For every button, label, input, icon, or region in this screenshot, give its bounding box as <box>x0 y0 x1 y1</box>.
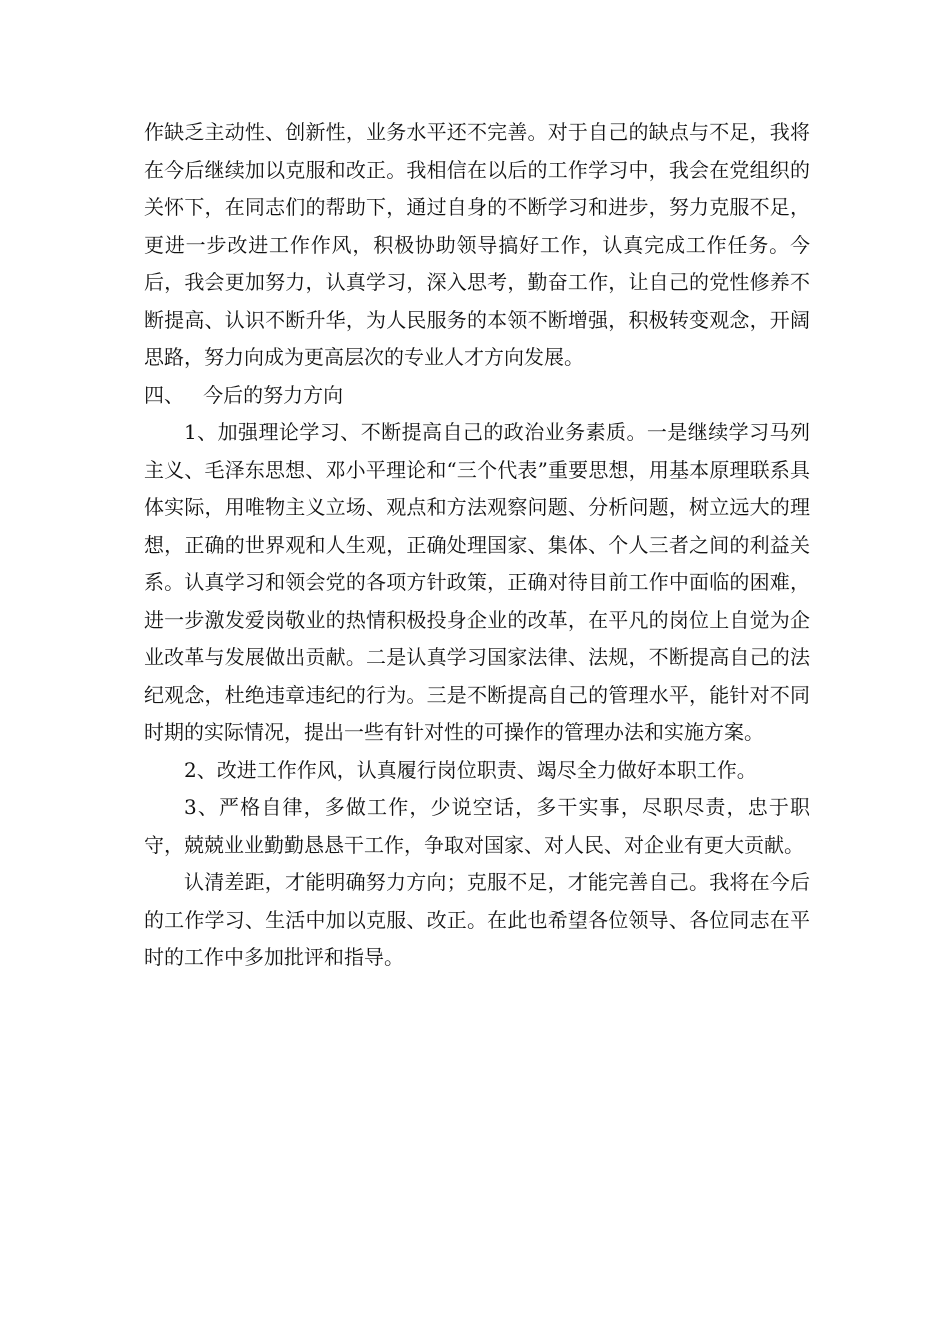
list-item-1: 1、加强理论学习、不断提高自己的政治业务素质。一是继续学习马列主义、毛泽东思想、邓小平理论和“三个代表”重要思想，用基本原理联系具体实际，用唯物主义立场、观点和方法观察问题、分析问题，树立远大的理想，正确的世界观和人生观，正确处理国家、集体、个人三者之间的利益关系。认真学习和领会党的各项方针政策，正确对待目前工作中面临的困难，进一步激发爱岗敬业的热情积极投身企业的改革，在平凡的岗位上自觉为企业改革与发展做出贡献。二是认真学习国家法律、法规，不断提高自己的法纪观念，杜绝违章违纪的行为。三是不断提高自己的管理水平，能针对不同时期的实际情况，提出一些有针对性的可操作的管理办法和实施方案。 <box>144 420 810 744</box>
list-item-3: 3、严格自律，多做工作，少说空话，多干实事，尽职尽责，忠于职守，兢兢业业勤勤恳恳干工作，争取对国家、对人民、对企业有更大贡献。 <box>144 795 810 857</box>
list-item-2: 2、改进工作作风，认真履行岗位职责、竭尽全力做好本职工作。 <box>184 757 757 782</box>
continued-paragraph: 作缺乏主动性、创新性，业务水平还不完善。对于自己的缺点与不足，我将在今后继续加以克服和改正。我相信在以后的工作学习中，我会在党组织的关怀下，在同志们的帮助下，通过自身的不断学习和进步，努力克服不足，更进一步改进工作作风，积极协助领导搞好工作，认真完成工作任务。今后，我会更加努力，认真学习，深入思考，勤奋工作，让自己的党性修养不断提高、认识不断升华，为人民服务的本领不断增强，积极转变观念，开阔思路，努力向成为更高层次的专业人才方向发展。 <box>144 120 810 369</box>
section-heading: 四、 今后的努力方向 <box>144 382 344 407</box>
document-body <box>144 114 810 977</box>
closing-paragraph: 认清差距，才能明确努力方向；克服不足，才能完善自己。我将在今后的工作学习、生活中加以克服、改正。在此也希望各位领导、各位同志在平时的工作中多加批评和指导。 <box>144 870 810 969</box>
